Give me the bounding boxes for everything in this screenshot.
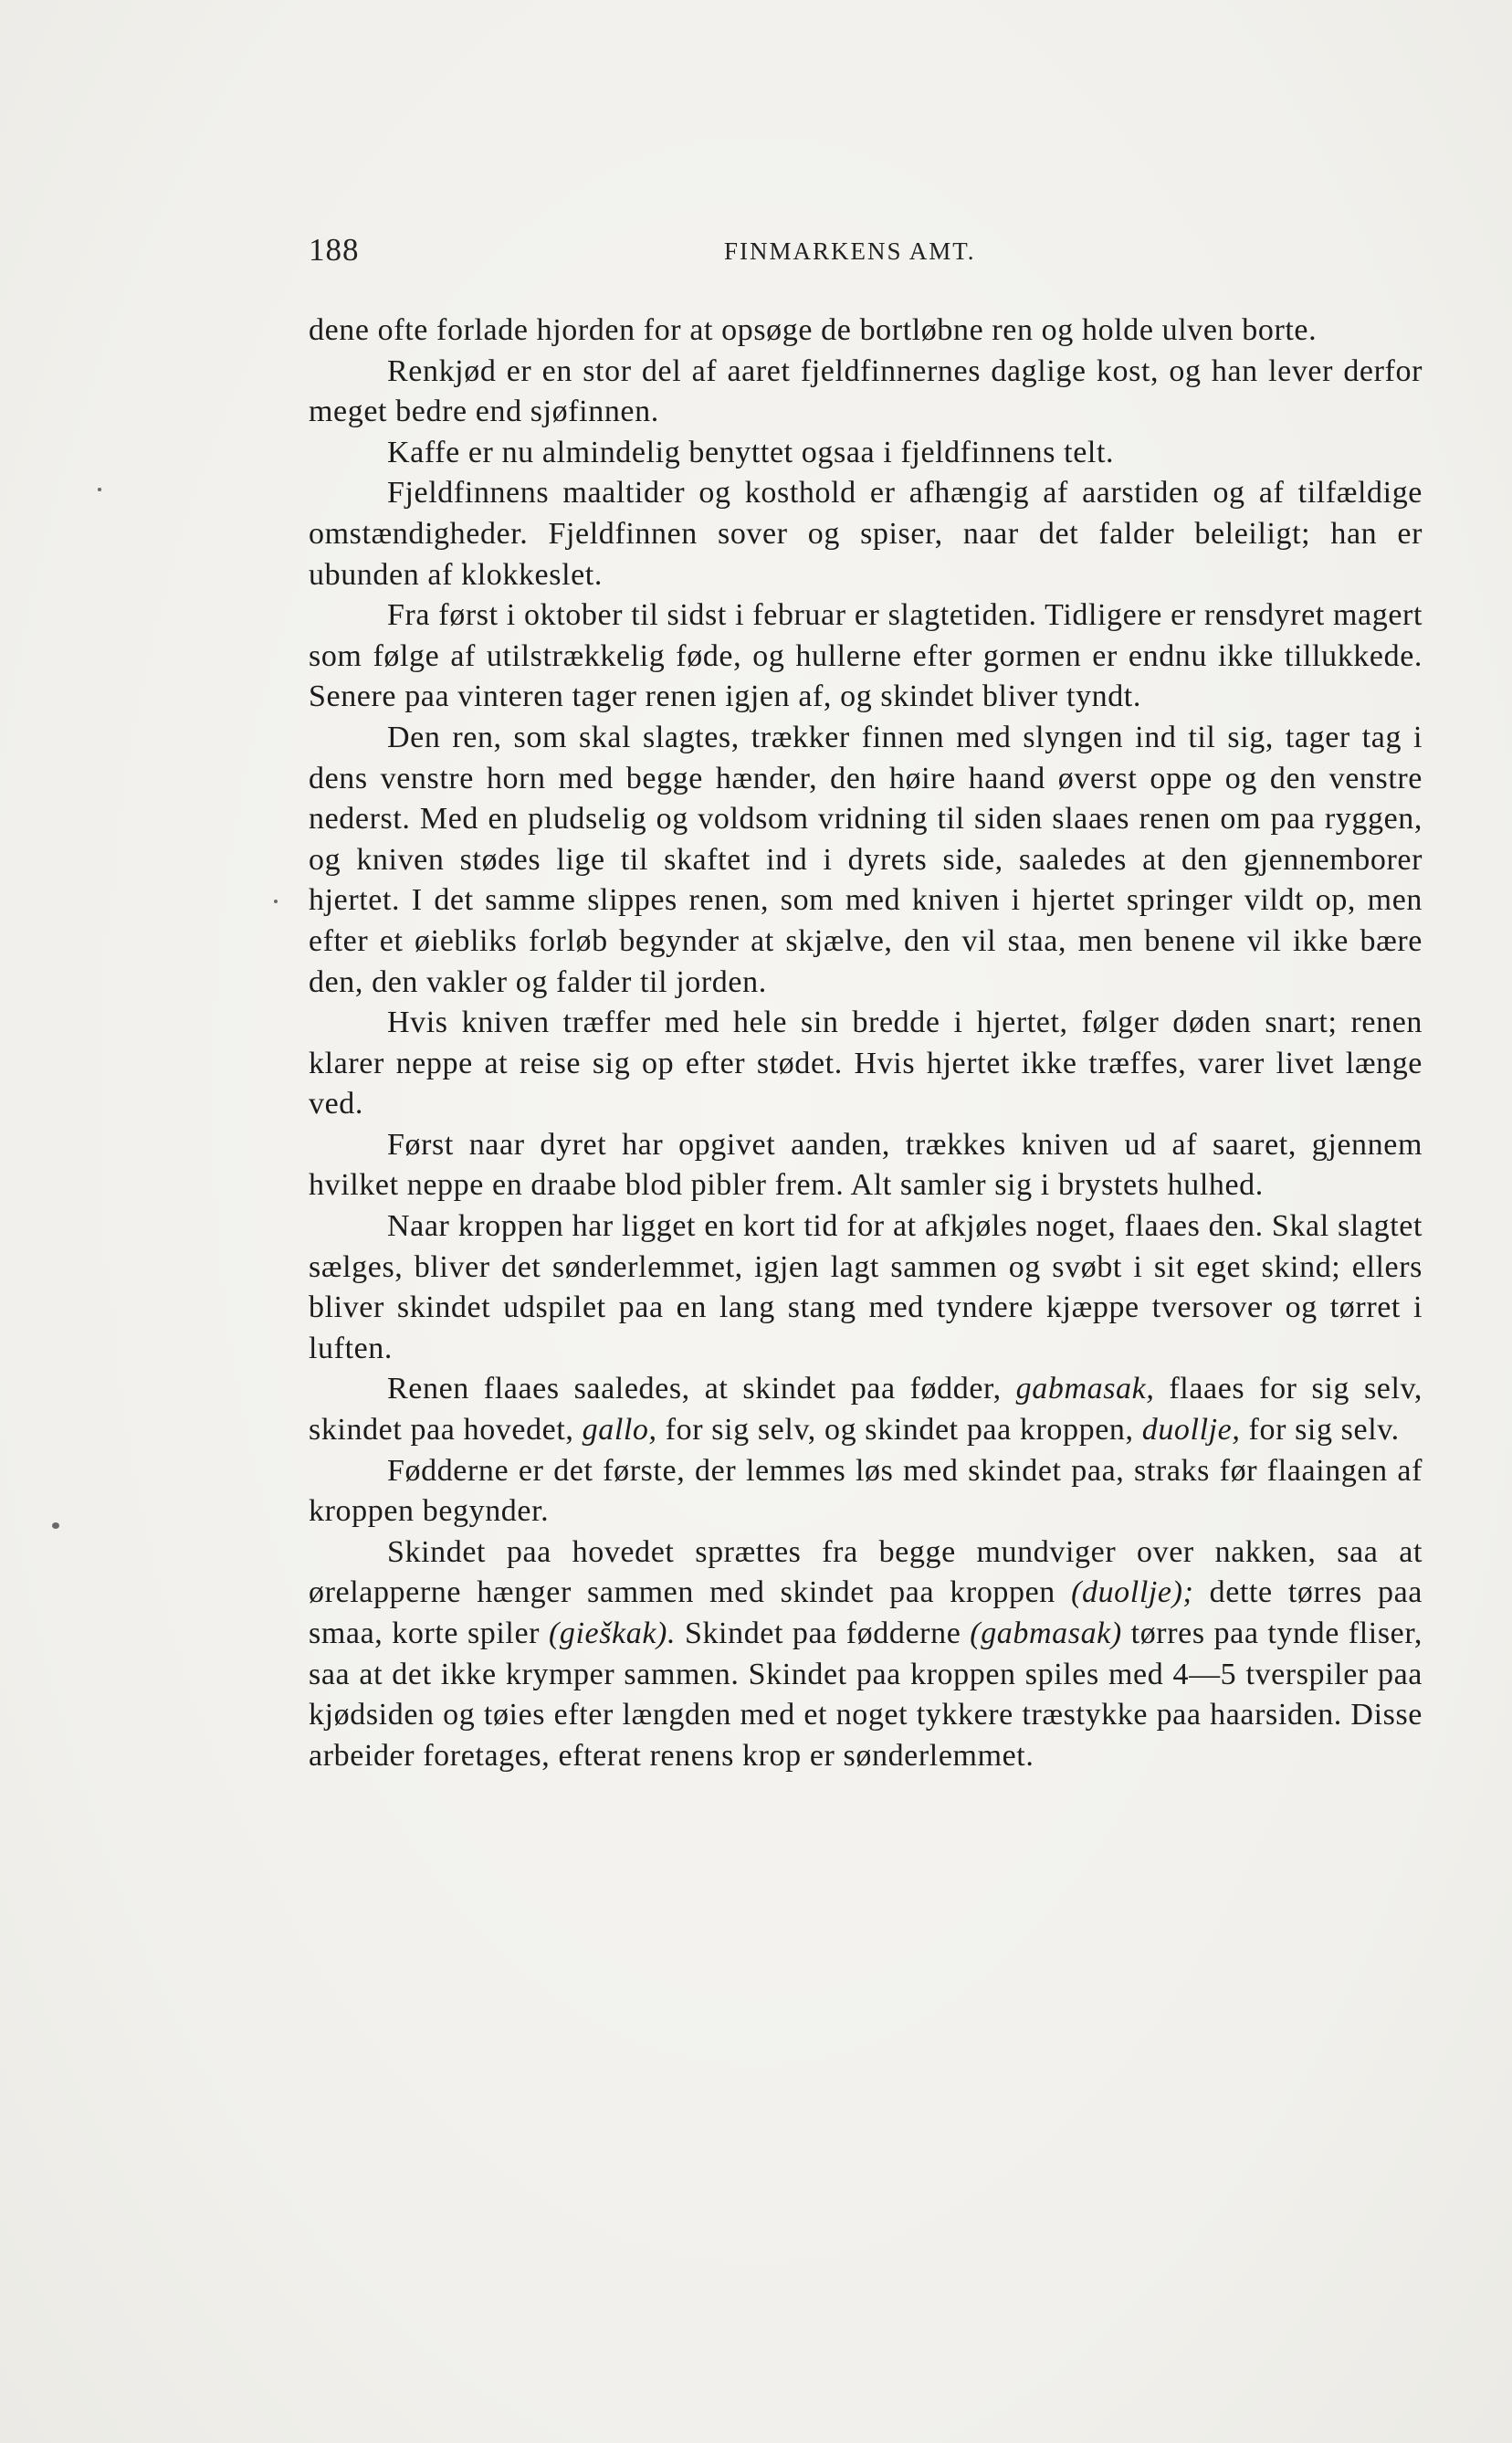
paragraph: [309, 1369, 1423, 1450]
text-run: dette tørres paa smaa, korte spiler: [309, 1575, 1423, 1650]
paragraph: [309, 1206, 1423, 1369]
italic-term: duollje,: [1141, 1413, 1241, 1448]
running-head: FINMARKENS AMT.: [724, 237, 976, 265]
paragraph: [309, 718, 1423, 1003]
paragraph: [309, 311, 1423, 352]
italic-term: gabmasak,: [1015, 1372, 1155, 1406]
body-text: [309, 311, 1423, 1776]
text-run: Skindet paa hovedet sprættes fra begge mundviger over nakken, saa at ørelapperne hænger sammen med skindet paa kroppen: [309, 1534, 1423, 1610]
print-speck: [274, 900, 278, 903]
paragraph: [309, 1125, 1423, 1206]
text-run: Først naar dyret har opgivet aanden, trækkes kniven ud af saaret, gjennem hvilket neppe en draabe blod pibler frem. Alt samler sig i brystets hulhed.: [309, 1127, 1423, 1203]
text-run: Naar kroppen har ligget en kort tid for at afkjøles noget, flaaes den. Skal slagtet sælges, bliver det sønderlemmet, igjen lagt sammen og svøbt i sit eget skind; ellers bliver skindet udspilet paa en lang stang med tyndere kjæppe tversover og tørret i luften.: [309, 1209, 1423, 1365]
paragraph: [309, 1532, 1423, 1777]
print-speck: [52, 1522, 59, 1529]
text-run: Skindet paa fødderne: [676, 1616, 971, 1650]
paragraph: [309, 352, 1423, 433]
text-run: Fra først i oktober til sidst i februar er slagtetiden. Tidligere er rensdyret magert som følge af utilstrækkelig føde, og hullerne efter gormen er endnu ikke tillukkede. Senere paa vinteren tager renen igjen af, og skindet bliver tyndt.: [309, 598, 1423, 714]
text-run: Fjeldfinnens maaltider og kosthold er afhængig af aarstiden og af tilfældige omstændigheder. Fjeldfinnen sover og spiser, naar det falder beleiligt; han er ubunden af klokkeslet.: [309, 476, 1423, 592]
paragraph: [309, 1003, 1423, 1125]
text-run: tørres paa tynde fliser, saa at det ikke krymper sammen. Skindet paa kroppen spiles med 4—5 tverspiler paa kjødsiden og tøies efter længden med et noget tykkere træstykke paa haarsiden. Disse arbeider foretages, efterat renens krop er sønderlemmet.: [309, 1616, 1423, 1773]
page-header: [309, 232, 1423, 269]
text-run: Renkjød er en stor del af aaret fjeldfinnernes daglige kost, og han lever derfor meget bedre end sjøfinnen.: [309, 353, 1423, 429]
italic-term: (gieškak).: [548, 1616, 677, 1650]
text-run: for sig selv, og skindet paa kroppen,: [656, 1413, 1142, 1448]
text-run: Kaffe er nu almindelig benyttet ogsaa i fjeldfinnens telt.: [387, 435, 1115, 469]
text-run: Fødderne er det første, der lemmes løs med skindet paa, straks før flaaingen af kroppen begynder.: [309, 1453, 1423, 1529]
italic-term: (duollje);: [1071, 1575, 1194, 1610]
text-run: Renen flaaes saaledes, at skindet paa fødder,: [387, 1372, 1016, 1406]
paragraph: [309, 473, 1423, 595]
italic-term: (gabmasak): [970, 1616, 1122, 1650]
text-run: flaaes for sig selv, skindet paa hovedet,: [309, 1372, 1423, 1448]
italic-term: gallo,: [582, 1413, 657, 1448]
text-run: for sig selv.: [1240, 1413, 1400, 1448]
text-run: dene ofte forlade hjorden for at opsøge de bortløbne ren og holde ulven borte.: [309, 313, 1318, 347]
page-number: 188: [309, 232, 360, 268]
paragraph: [309, 433, 1423, 474]
print-speck: [98, 488, 101, 491]
paragraph: [309, 595, 1423, 718]
text-run: Hvis kniven træffer med hele sin bredde i hjertet, følger døden snart; renen klarer neppe at reise sig op efter stødet. Hvis hjertet ikke træffes, varer livet længe ved.: [309, 1006, 1423, 1121]
text-run: Den ren, som skal slagtes, trækker finnen med slyngen ind til sig, tager tag i dens venstre horn med begge hænder, den høire haand øverst oppe og den venstre nederst. Med en pludselig og voldsom vridning til siden slaaes renen om paa ryggen, og kniven stødes lige til skaftet ind i dyrets side, saaledes at den gjennemborer hjertet. I det samme slippes renen, som med kniven i hjertet springer vildt op, men efter et øiebliks forløb begynder at skjælve, den vil staa, men benene vil ikke bære den, den vakler og falder til jorden.: [309, 720, 1423, 999]
paragraph: [309, 1451, 1423, 1532]
